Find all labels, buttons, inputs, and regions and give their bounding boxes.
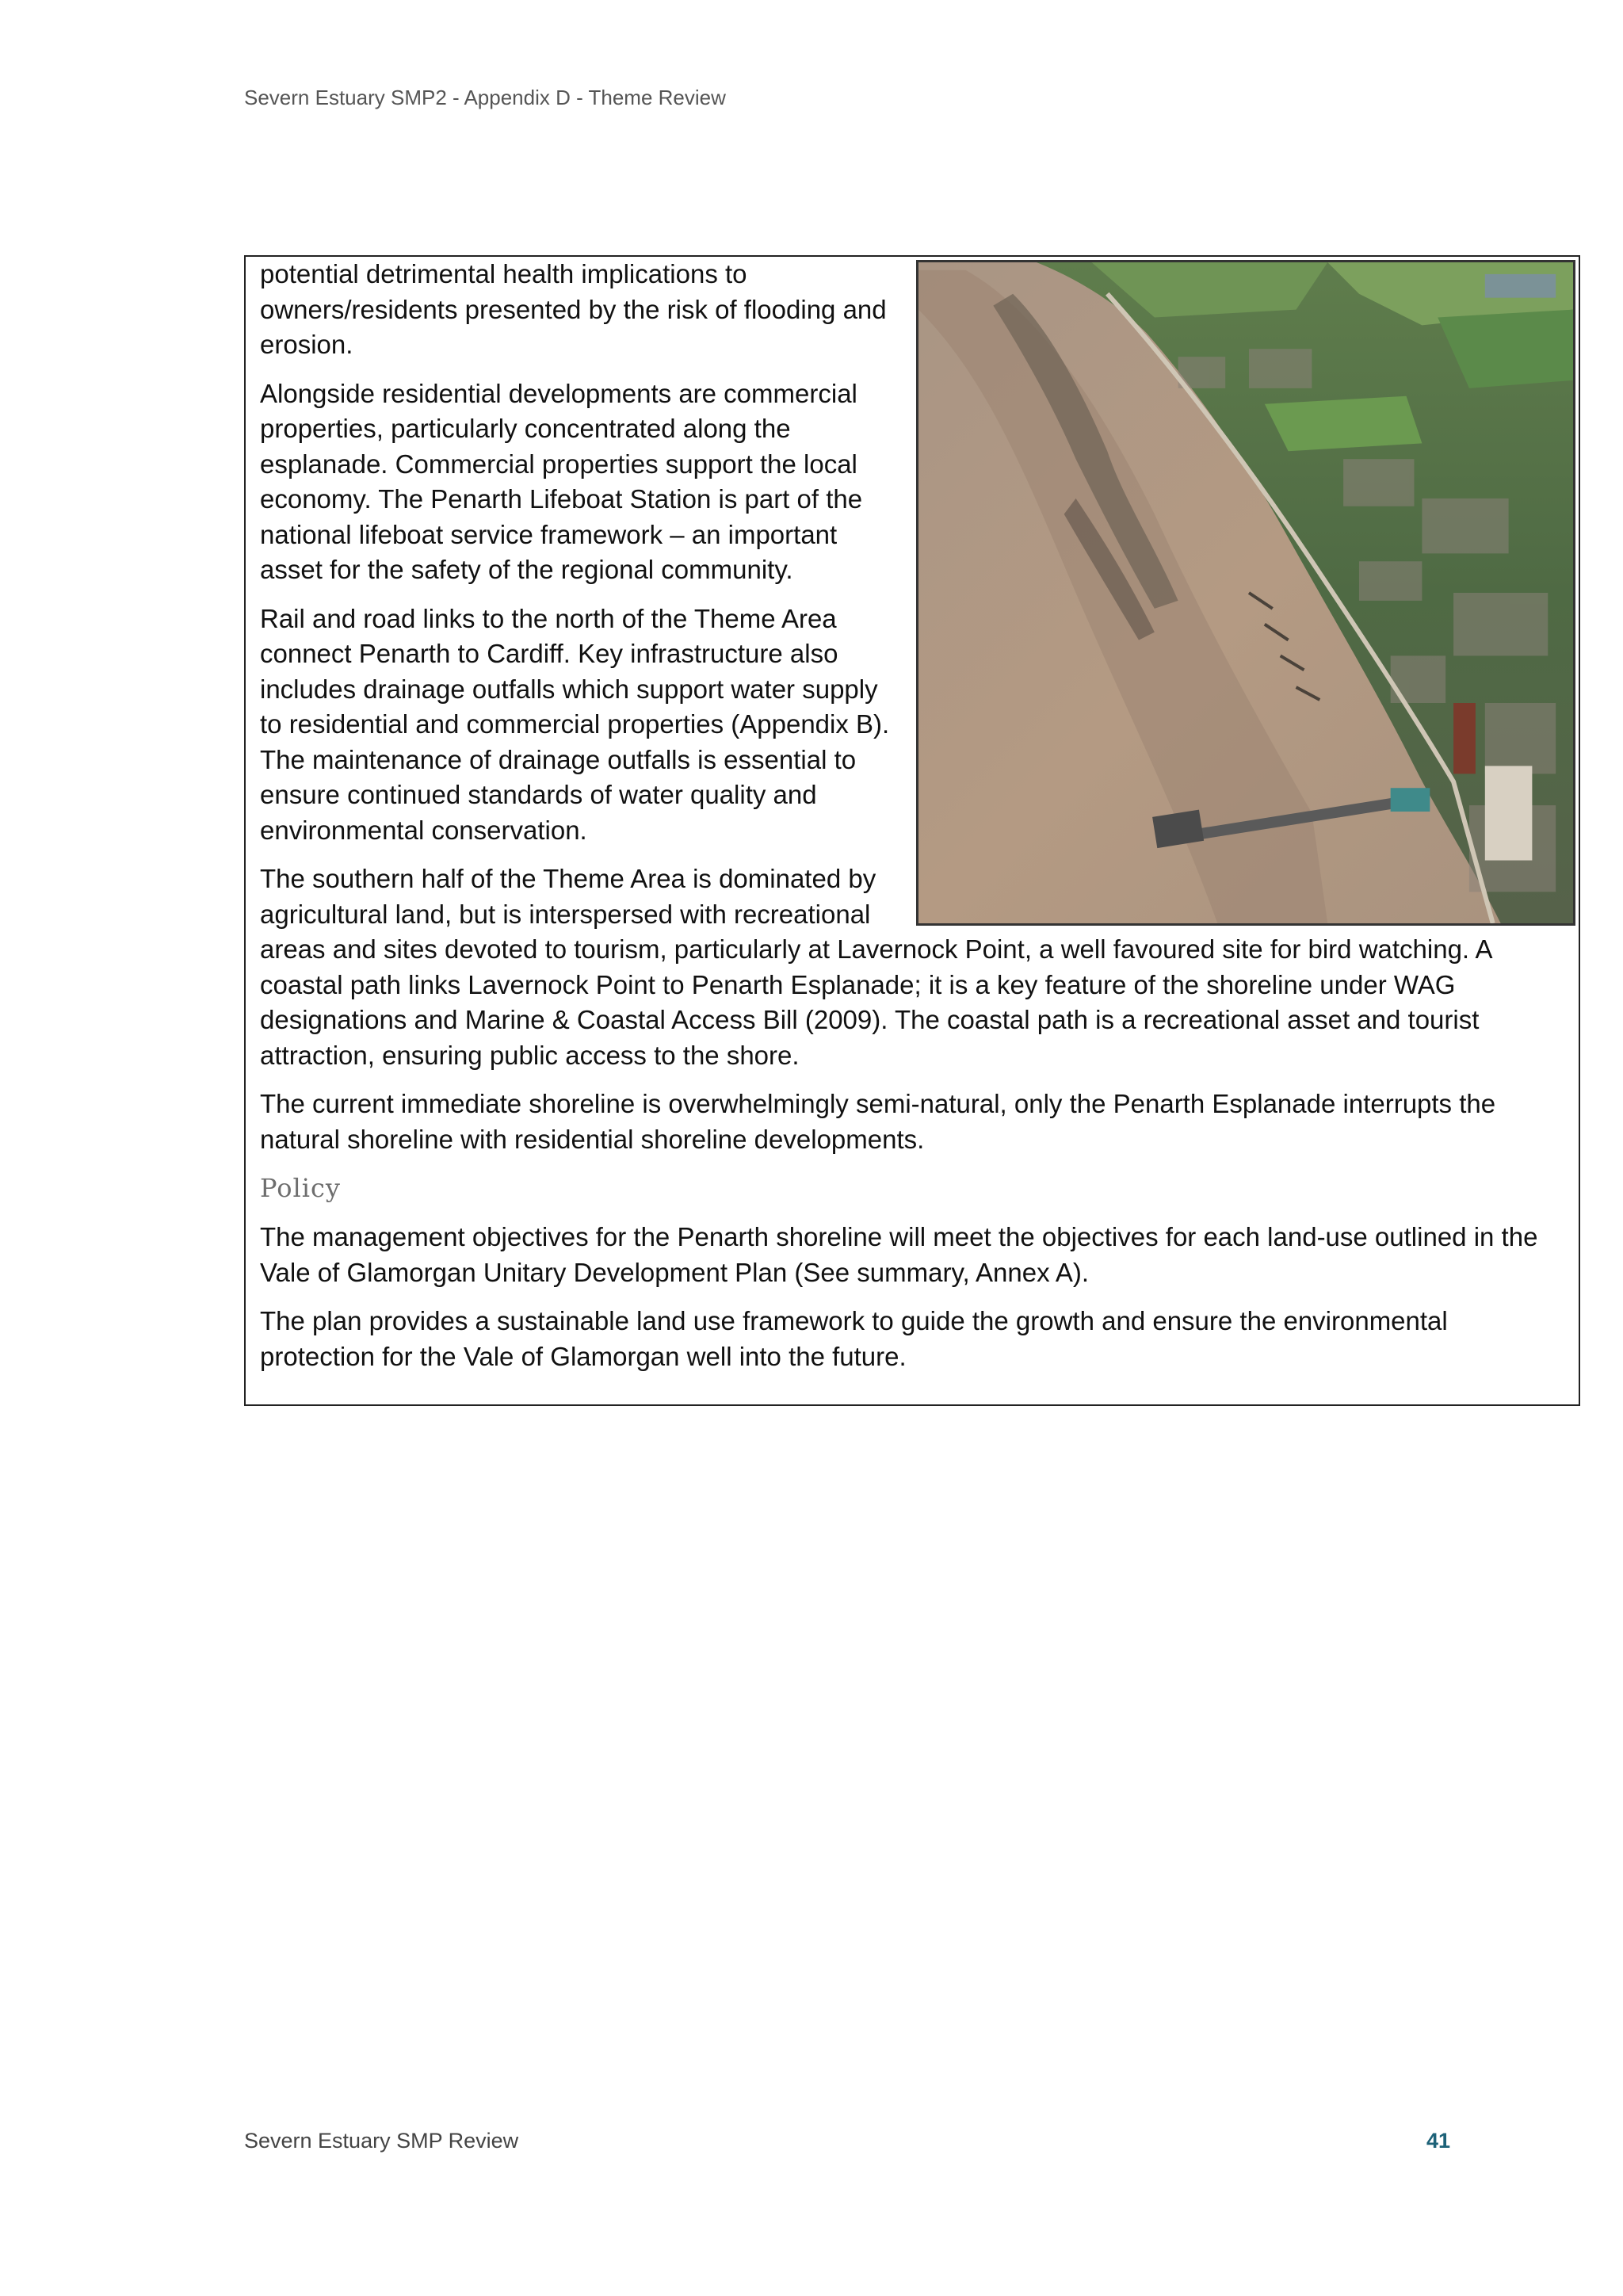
body-paragraph: Alongside residential developments are commercial properties, particularly concentrated along the esplanade. Commercial properties support the local economy. The Penarth Lifeboat Station is part of the national lifeboat service framework – an important asset for the safety of the regional community. [260,378,863,584]
aerial-photo-graphic [918,262,1573,923]
page-number: 41 [1426,2129,1451,2153]
policy-paragraph: The management objectives for the Penarth shoreline will meet the objectives for each land-use outlined in the Vale of Glamorgan Unitary Development Plan (See summary, Annex A). [260,1222,1538,1287]
body-paragraph: Rail and road links to the north of the Theme Area connect Penarth to Cardiff. Key infrastructure also includes drainage outfalls which support water supply to residential and commercial properties (Appendix B). The maintenance of drainage outfalls is essential to ensure continued standards of water quality and environmental conservation. [260,603,890,845]
body-paragraph: The southern half of the Theme Area is dominated by agricultural land, but is interspersed with recreational areas and sites devoted to tourism, particularly at Lavernock Point, a well favoured site for bird watching. A coastal path links Lavernock Point to Penarth Esplanade; it is a key feature of the shoreline under WAG designations and Marine & Coastal Access Bill (2009). The coastal path is a recreational asset and tourist attraction, ensuring public access to the shore. [260,864,1491,1070]
theme-review-textbox [244,255,1580,1406]
running-header: Severn Estuary SMP2 - Appendix D - Theme Review [244,86,726,109]
running-footer: Severn Estuary SMP Review [244,2129,519,2153]
policy-paragraph: The plan provides a sustainable land use framework to guide the growth and ensure the environmental protection for the Vale of Glamorgan well into the future. [260,1306,1448,1371]
aerial-photo-penarth [916,260,1575,926]
body-paragraph: potential detrimental health implications to owners/residents presented by the risk of flooding and erosion. [260,259,887,359]
policy-heading: Policy [260,1173,341,1203]
body-paragraph: The current immediate shoreline is overwhelmingly semi-natural, only the Penarth Esplanade interrupts the natural shoreline with residential shoreline developments. [260,1089,1496,1154]
